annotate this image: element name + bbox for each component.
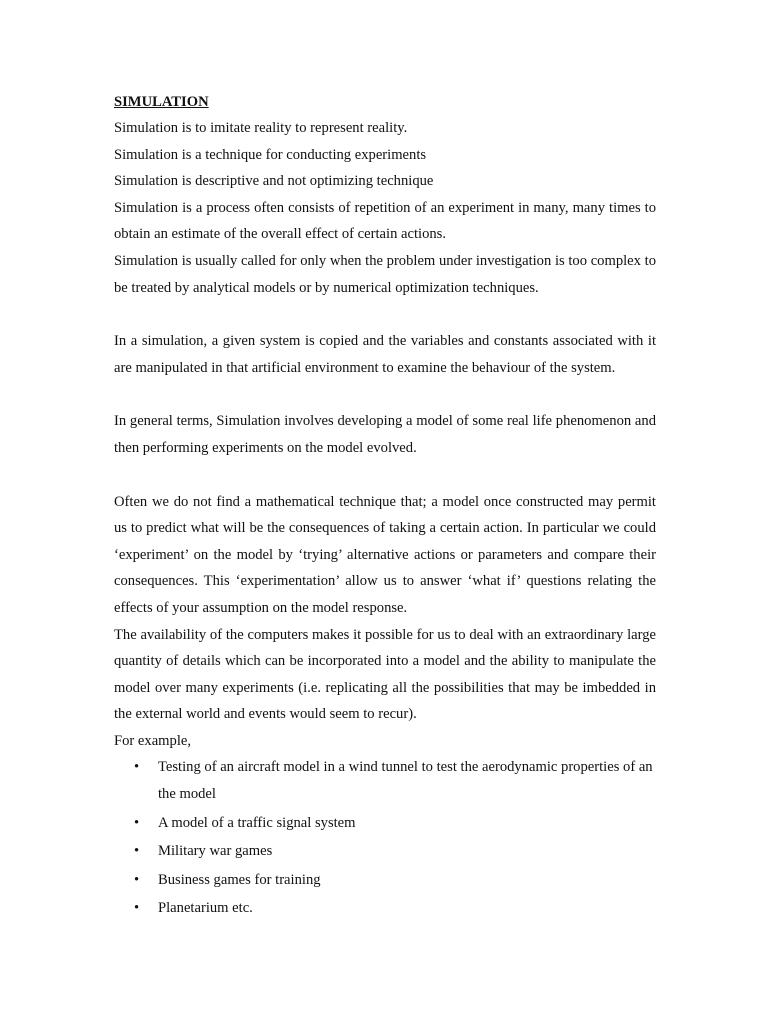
list-item — [114, 810, 656, 837]
intro-line-4: Simulation is a process often consists of repetition of an experiment in many, many times to obtain an estimate of the overall effect of certain actions. — [114, 199, 656, 243]
intro-line-3: Simulation is descriptive and not optimizing technique — [114, 173, 434, 190]
list-item-text: Business games for training — [158, 871, 321, 888]
list-item — [114, 838, 656, 865]
intro-line-1: Simulation is to imitate reality to represent reality. — [114, 120, 408, 136]
list-item — [114, 754, 656, 807]
document-title: SIMULATION — [114, 94, 209, 110]
document-page — [114, 89, 656, 924]
list-item-text: Military war games — [158, 843, 273, 860]
intro-line-5: Simulation is usually called for only when the problem under investigation is too complex to be treated by analytical models or by numerical optimization techniques. — [114, 252, 656, 296]
bullet-icon: • — [134, 843, 140, 860]
examples-list — [114, 754, 656, 922]
intro-line-2: Simulation is a technique for conducting experiments — [114, 146, 427, 163]
paragraph-spacer — [114, 462, 656, 489]
paragraph-often: Often we do not find a mathematical technique that; a model once constructed may permit us to predict what will be the consequences of taking a certain action. In particular we could ‘experiment’ on the model by ‘trying’ alternative actions or parameters and compare their consequences. This ‘experimentation’ allow us to answer ‘what if’ questions relating the effects of your assumption on the model response. — [114, 493, 656, 616]
bullet-icon: • — [134, 900, 140, 917]
example-label: For example, — [114, 732, 192, 749]
list-item-text: Testing of an aircraft model in a wind tunnel to test the aerodynamic properties of an the model — [158, 759, 653, 803]
paragraph-system: In a simulation, a given system is copied and the variables and constants associated with it are manipulated in that artificial environment to examine the behaviour of the system. — [114, 333, 656, 376]
list-item-text: Planetarium etc. — [158, 900, 253, 917]
paragraph-spacer — [114, 381, 656, 408]
list-item — [114, 895, 656, 922]
bullet-icon: • — [134, 871, 140, 888]
paragraph-computers: The availability of the computers makes it possible for us to deal with an extraordinary large quantity of details which can be incorporated into a model and the ability to manipulate the model over many experiments (i.e. replicating all the possibilities that may be imbedded in the external world and events would seem to recur). — [114, 626, 656, 723]
paragraph-spacer — [114, 301, 656, 328]
list-item — [114, 867, 656, 894]
list-item-text: A model of a traffic signal system — [158, 814, 356, 831]
bullet-icon: • — [134, 759, 140, 776]
paragraph-general: In general terms, Simulation involves developing a model of some real life phenomenon and then performing experiments on the model evolved. — [114, 413, 656, 456]
bullet-icon: • — [134, 814, 140, 831]
